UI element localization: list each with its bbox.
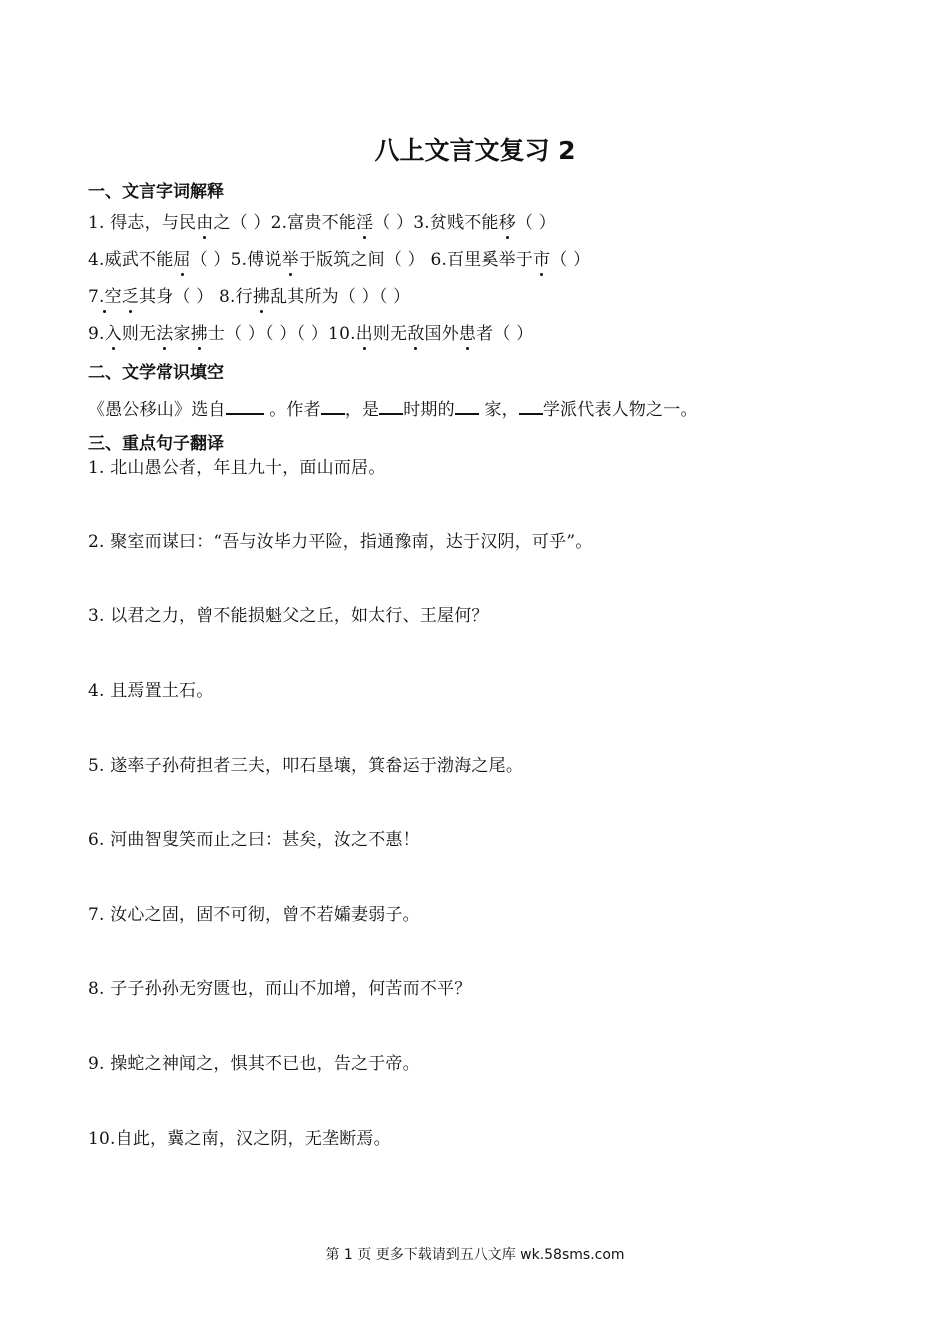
translation-sentence: 2. 聚室而谋曰：“吾与汝毕力平险，指通豫南，达于汉阴，可乎”。	[88, 532, 593, 552]
page-footer: 第 1 页 更多下载请到五八文库 wk.58sms.com	[325, 1247, 625, 1263]
dotted-char: 拂	[190, 324, 208, 344]
vocab-line-3	[88, 282, 410, 307]
text-segment: 4.威武不能	[88, 250, 174, 270]
dotted-char: 法	[156, 324, 174, 344]
dotted-char: 移	[498, 213, 516, 233]
translation-sentence: 7. 汝心之固，固不可彻，曾不若孀妻弱子。	[88, 905, 420, 925]
text-segment: ，是	[344, 400, 380, 420]
section-heading-vocabulary: 一、文言字词解释	[88, 182, 224, 202]
vocab-line-2	[88, 245, 590, 270]
vocab-line-1	[88, 208, 556, 233]
text-segment: 则无	[121, 324, 157, 344]
page-title: 八上文言文复习 2	[374, 136, 576, 165]
text-segment: （ ）3.贫贱不能	[373, 213, 499, 233]
text-segment: （ ）	[515, 213, 556, 233]
text-segment: 则无	[372, 324, 408, 344]
text-segment: （ ）5.傅说	[190, 250, 282, 270]
text-segment: 家	[173, 324, 191, 344]
text-segment: 国外	[424, 324, 459, 344]
dotted-char: 屈	[173, 250, 191, 270]
vocab-line-4	[88, 319, 533, 344]
translation-sentence: 4. 且焉置土石。	[88, 681, 214, 701]
fill-blank[interactable]	[455, 399, 479, 415]
dotted-char: 举	[281, 250, 299, 270]
text-segment: 9.	[88, 324, 105, 344]
text-segment: 《愚公移山》选自	[88, 400, 226, 420]
section-heading-literature: 二、文学常识填空	[88, 363, 224, 383]
fill-blank[interactable]	[226, 399, 264, 415]
text-segment: 之（ ）2.富贵不能	[213, 213, 357, 233]
dotted-char: 由	[196, 213, 214, 233]
text-segment: 学派代表人物之一。	[542, 400, 698, 420]
text-segment: 士（ ）（ ）（ ）10.	[207, 324, 356, 344]
literature-fill-line	[88, 395, 698, 420]
text-segment: 时期的	[403, 400, 455, 420]
fill-blank[interactable]	[379, 399, 403, 415]
dotted-char: 入	[104, 324, 122, 344]
text-segment: 者（ ）	[476, 324, 534, 344]
dotted-char: 淫	[356, 213, 374, 233]
text-segment: 1. 得志，与民	[88, 213, 197, 233]
translation-sentence: 1. 北山愚公者，年且九十，面山而居。	[88, 458, 386, 478]
dotted-char: 患	[458, 324, 477, 344]
translation-sentence: 6. 河曲智叟笑而止之曰：甚矣，汝之不惠！	[88, 830, 420, 850]
dotted-char: 出	[355, 324, 373, 344]
translation-sentence: 8. 子子孙孙无穷匮也，而山不加增，何苦而不平？	[88, 979, 472, 999]
dotted-char: 拂	[252, 287, 271, 307]
translation-sentence: 9. 操蛇之神闻之，惧其不已也，告之于帝。	[88, 1054, 420, 1074]
fill-blank[interactable]	[321, 399, 345, 415]
translation-sentence: 3. 以君之力，曾不能损魁父之丘，如太行、王屋何？	[88, 606, 489, 626]
text-segment: 。作者	[263, 400, 321, 420]
text-segment: 乱其所为（ ）（ ）	[270, 287, 411, 307]
dotted-char: 敌	[407, 324, 425, 344]
dotted-char: 市	[533, 250, 551, 270]
translation-sentence: 5. 遂率子孙荷担者三夫，叩石垦壤，箕畚运于渤海之尾。	[88, 756, 524, 776]
section-heading-translation: 三、重点句子翻译	[88, 434, 224, 454]
fill-blank[interactable]	[519, 399, 543, 415]
dotted-char: 乏	[121, 287, 140, 307]
dotted-char: 7.空	[88, 287, 122, 307]
text-segment: 其身（ ） 8.行	[139, 287, 253, 307]
text-segment: 于版筑之间（ ） 6.百里奚举于	[298, 250, 534, 270]
text-segment: 家，	[478, 400, 519, 420]
translation-sentence: 10.自此，冀之南，汉之阴，无垄断焉。	[88, 1129, 391, 1149]
text-segment: （ ）	[550, 250, 591, 270]
